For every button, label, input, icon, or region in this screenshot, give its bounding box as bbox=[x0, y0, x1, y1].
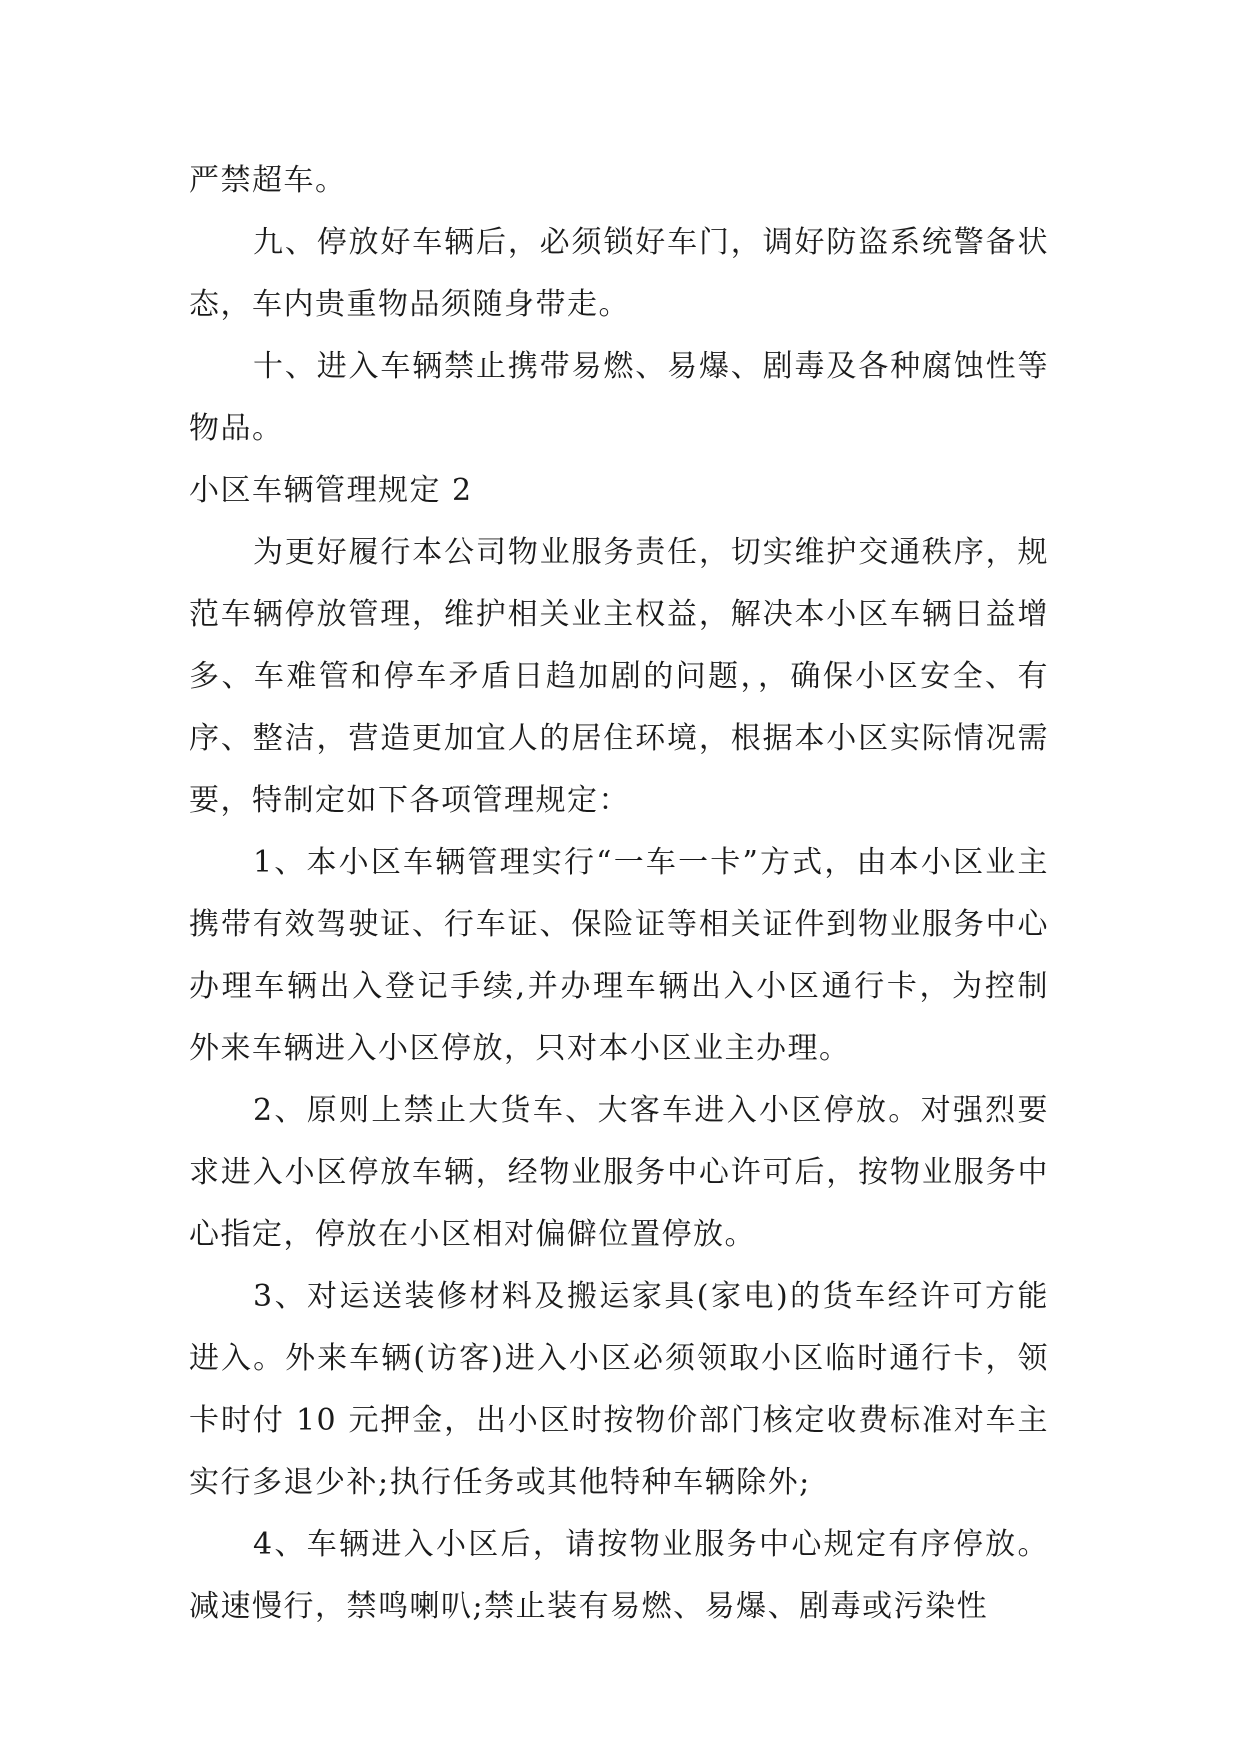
paragraph-rule-2: 2、原则上禁止大货车、大客车进入小区停放。对强烈要求进入小区停放车辆，经物业服务中心许可后，按物业服务中心指定，停放在小区相对偏僻位置停放。 bbox=[189, 1093, 1049, 1252]
paragraph-rule-nine: 九、停放好车辆后，必须锁好车门，调好防盗系统警备状态，车内贵重物品须随身带走。 bbox=[189, 225, 1049, 322]
paragraph: 严禁超车。 bbox=[189, 163, 347, 198]
paragraph-rule-4: 4、车辆进入小区后，请按物业服务中心规定有序停放。减速慢行，禁鸣喇叭;禁止装有易燃、易爆、剧毒或污染性 bbox=[189, 1527, 1049, 1624]
paragraph-intro: 为更好履行本公司物业服务责任，切实维护交通秩序，规范车辆停放管理，维护相关业主权益，解决本小区车辆日益增多、车难管和停车矛盾日趋加剧的问题，，确保小区安全、有序、整洁，营造更加宜人的居住环境，根据本小区实际情况需要，特制定如下各项管理规定： bbox=[189, 535, 1049, 818]
section-title: 小区车辆管理规定 2 bbox=[189, 473, 473, 508]
paragraph-rule-1: 1、本小区车辆管理实行“一车一卡”方式，由本小区业主携带有效驾驶证、行车证、保险证等相关证件到物业服务中心办理车辆出入登记手续,并办理车辆出入小区通行卡，为控制外来车辆进入小区停放，只对本小区业主办理。 bbox=[189, 845, 1049, 1066]
paragraph-rule-3: 3、对运送装修材料及搬运家具(家电)的货车经许可方能进入。外来车辆(访客)进入小区必须领取小区临时通行卡，领卡时付 10 元押金，出小区时按物价部门核定收费标准对车主实行多退少补;执行任务或其他特种车辆除外; bbox=[189, 1279, 1049, 1500]
document-page bbox=[189, 150, 1049, 1638]
paragraph-rule-ten: 十、进入车辆禁止携带易燃、易爆、剧毒及各种腐蚀性等物品。 bbox=[189, 349, 1049, 446]
